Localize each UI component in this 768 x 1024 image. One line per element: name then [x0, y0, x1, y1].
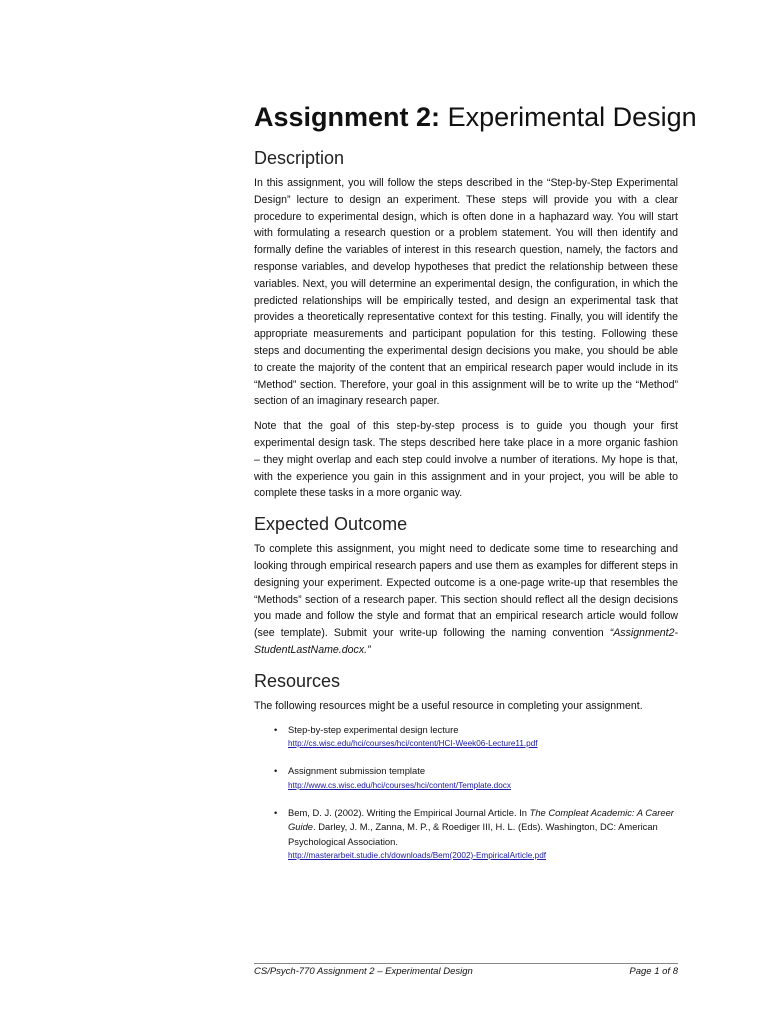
page-footer — [254, 963, 678, 977]
page-title — [254, 98, 697, 136]
citation-text-before: Bem, D. J. (2002). Writing the Empirical Journal Article. In — [288, 806, 530, 818]
expected-outcome-text: To complete this assignment, you might need to dedicate some time to researching and looking through empirical research papers and use them as examples for different steps in designing your experiment. Expected outcome is a one-page write-up that resembles the “Methods” section of a research paper. This section should reflect all the design decisions you made and follow the style and format that an empirical research article would follow (see template). Submit your write-up following the naming convention — [254, 543, 678, 640]
resource-link[interactable]: http://cs.wisc.edu/hci/courses/hci/content/HCI-Week06-Lecture11.pdf — [288, 739, 538, 749]
resource-link[interactable]: http://www.cs.wisc.edu/hci/courses/hci/content/Template.docx — [288, 780, 511, 790]
description-heading: Description — [254, 148, 345, 168]
bullet-icon: • — [274, 765, 278, 777]
footer-page-number: Page 1 of 8 — [629, 966, 678, 977]
citation-book-title: The Compleat Academic: A Career Guide — [288, 806, 674, 833]
bullet-icon: • — [274, 806, 278, 818]
resource-link[interactable]: http://masterarbeit.studie.ch/downloads/Bem(2002)-EmpiricalArticle.pdf — [288, 851, 547, 861]
resource-title: Step-by-step experimental design lecture — [288, 723, 459, 735]
citation-text-after: . Darley, J. M., Zanna, M. P., & Roediger III, H. L. (Eds). Washington, DC: American Psychological Association. — [288, 821, 658, 847]
naming-convention-filename: “Assignment2-StudentLastName.docx.” — [254, 627, 678, 656]
bullet-icon: • — [274, 723, 278, 735]
description-paragraph-2: Note that the goal of this step-by-step process is to guide you though your first experimental design task. The steps described here take place in a more organic fashion – they might overlap and each step could involve a number of iterations. My hope is that, with the experience you gain in this assignment and in your project, you will be able to complete these tasks in a more organic way. — [254, 420, 678, 500]
resources-intro: The following resources might be a useful resource in completing your assignment. — [254, 699, 643, 712]
description-paragraph-1: In this assignment, you will follow the steps described in the “Step-by-Step Experimental Design” lecture to design an experiment. These steps will provide you with a clear procedure to experimental design, which is often done in a haphazard way. You will start with formulating a research question or a problem statement. You will then identify and formally define the variables of interest in this research question, namely, the factors and response variables, and develop hypotheses that predict the relationship between these variables. Next, you will determine an experimental design, the configuration, in which the predicted relationships will be empirically tested, and design an experimental task that provides a theoretically representative context for this testing. Finally, you will identify the appropriate measurements and participant population for this testing. Following these steps and documenting the experimental design decisions you make, you should be able to create the majority of the content that an empirical research paper would include in its “Method” section. Therefore, your goal in this assignment will be to write up the “Method” section of an imaginary research paper. — [254, 177, 678, 408]
resource-title: Assignment submission template — [288, 765, 426, 777]
resource-item — [274, 764, 678, 793]
resources-heading: Resources — [254, 670, 341, 691]
resource-item — [274, 806, 678, 864]
title-rest-part: Experimental Design — [447, 102, 697, 132]
page-content — [254, 98, 697, 876]
resources-list — [274, 723, 678, 864]
expected-outcome-paragraph — [254, 541, 678, 659]
footer-course-title: CS/Psych-770 Assignment 2 – Experimental Design — [254, 966, 473, 977]
title-bold-part: Assignment 2: — [254, 102, 441, 132]
resource-item — [274, 723, 678, 752]
expected-outcome-heading: Expected Outcome — [254, 514, 408, 535]
